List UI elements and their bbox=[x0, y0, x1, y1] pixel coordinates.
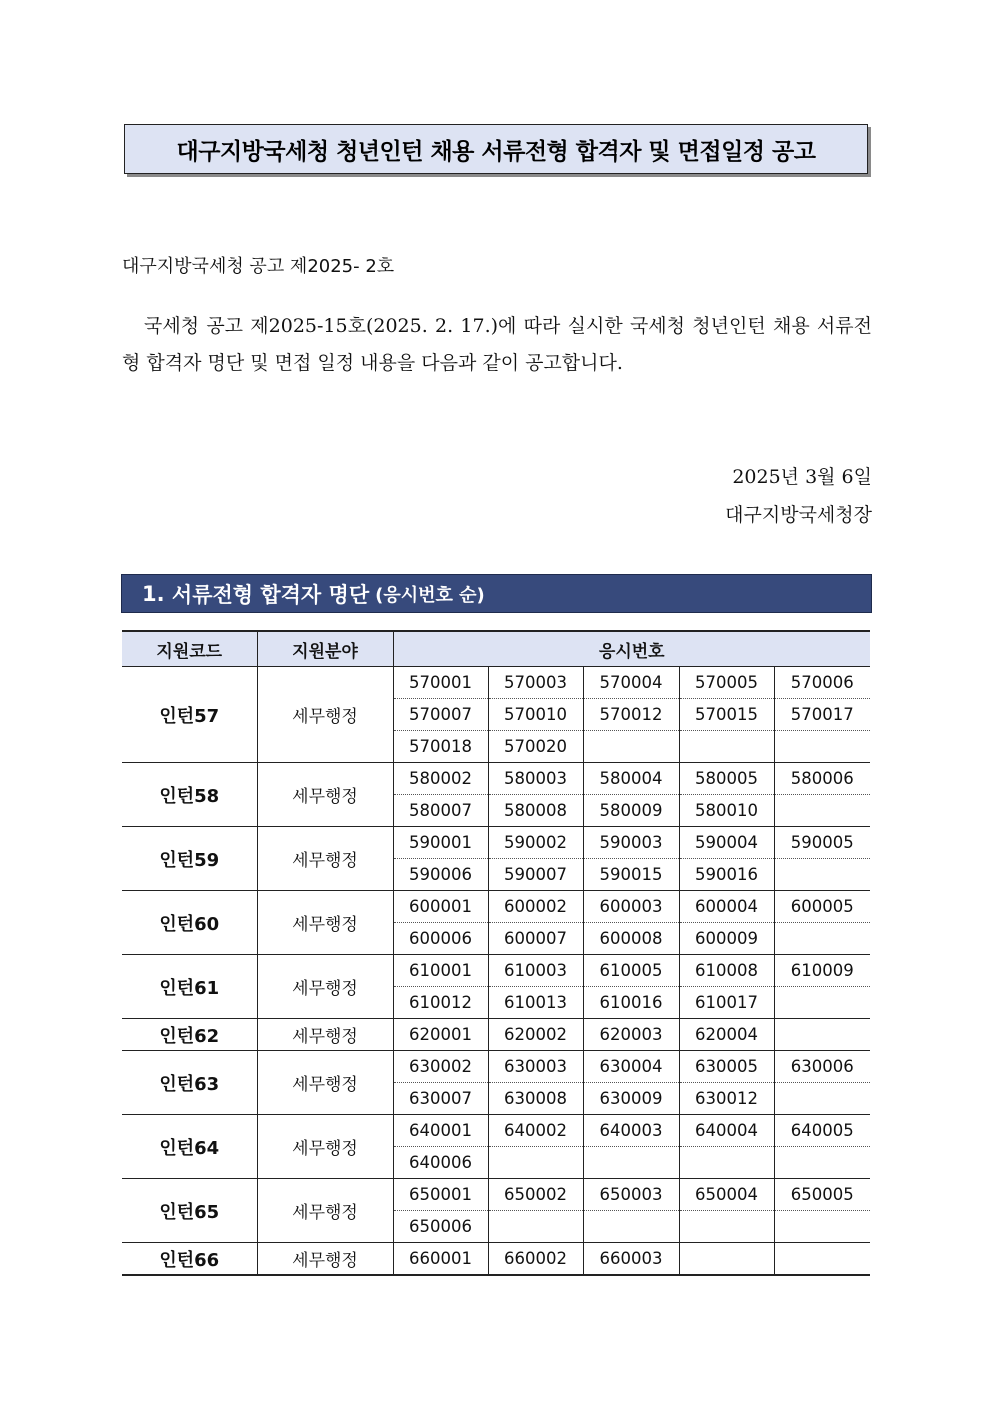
section-title: 서류전형 합격자 명단 bbox=[171, 582, 370, 607]
exam-number-cell: 650003 bbox=[583, 1179, 679, 1211]
applicant-code: 인턴66 bbox=[122, 1243, 257, 1276]
exam-number-cell: 580006 bbox=[774, 763, 870, 795]
exam-number-cell: 640006 bbox=[393, 1147, 488, 1179]
applicant-field: 세무행정 bbox=[257, 827, 393, 891]
exam-number-cell: 590001 bbox=[393, 827, 488, 859]
exam-number-cell: 580004 bbox=[583, 763, 679, 795]
exam-number-cell: 600002 bbox=[488, 891, 583, 923]
exam-number-cell bbox=[488, 1211, 583, 1243]
header-field: 지원분야 bbox=[257, 631, 393, 667]
applicant-code: 인턴63 bbox=[122, 1051, 257, 1115]
exam-number-cell: 580010 bbox=[679, 795, 774, 827]
exam-number-cell: 660003 bbox=[583, 1243, 679, 1276]
applicant-field: 세무행정 bbox=[257, 763, 393, 827]
table-row bbox=[122, 763, 870, 795]
exam-number-cell bbox=[774, 1147, 870, 1179]
applicant-field: 세무행정 bbox=[257, 891, 393, 955]
exam-number-cell: 570018 bbox=[393, 731, 488, 763]
applicant-field: 세무행정 bbox=[257, 667, 393, 763]
exam-number-cell: 600007 bbox=[488, 923, 583, 955]
exam-number-cell: 570020 bbox=[488, 731, 583, 763]
exam-number-cell: 620003 bbox=[583, 1019, 679, 1051]
section-header bbox=[121, 574, 872, 613]
exam-number-cell: 590015 bbox=[583, 859, 679, 891]
exam-number-cell bbox=[774, 859, 870, 891]
exam-number-cell: 610001 bbox=[393, 955, 488, 987]
exam-number-cell: 630003 bbox=[488, 1051, 583, 1083]
exam-number-cell: 630004 bbox=[583, 1051, 679, 1083]
exam-number-cell: 630007 bbox=[393, 1083, 488, 1115]
exam-number-cell: 590016 bbox=[679, 859, 774, 891]
exam-number-cell: 570003 bbox=[488, 667, 583, 699]
exam-number-cell: 600009 bbox=[679, 923, 774, 955]
exam-number-cell bbox=[679, 1211, 774, 1243]
exam-number-cell: 640001 bbox=[393, 1115, 488, 1147]
applicant-field: 세무행정 bbox=[257, 1051, 393, 1115]
exam-number-cell: 600003 bbox=[583, 891, 679, 923]
applicant-field: 세무행정 bbox=[257, 1019, 393, 1051]
applicant-field: 세무행정 bbox=[257, 1243, 393, 1276]
issuer: 대구지방국세청장 bbox=[725, 504, 872, 526]
exam-number-cell: 650001 bbox=[393, 1179, 488, 1211]
exam-number-cell: 640005 bbox=[774, 1115, 870, 1147]
table-row bbox=[122, 1051, 870, 1083]
exam-number-cell bbox=[774, 923, 870, 955]
exam-number-cell: 620002 bbox=[488, 1019, 583, 1051]
exam-number-cell: 590002 bbox=[488, 827, 583, 859]
exam-number-cell: 610003 bbox=[488, 955, 583, 987]
exam-number-cell: 660002 bbox=[488, 1243, 583, 1276]
exam-number-cell: 570005 bbox=[679, 667, 774, 699]
exam-number-cell: 610005 bbox=[583, 955, 679, 987]
notice-body: 국세청 공고 제2025-15호(2025. 2. 17.)에 따라 실시한 국세청 청년인턴 채용 서류전형 합격자 명단 및 면접 일정 내용을 다음과 같이 공고합니다. bbox=[122, 315, 872, 374]
exam-number-cell: 640002 bbox=[488, 1115, 583, 1147]
exam-number-cell: 580009 bbox=[583, 795, 679, 827]
exam-number-cell: 630012 bbox=[679, 1083, 774, 1115]
exam-number-cell: 570012 bbox=[583, 699, 679, 731]
exam-number-cell: 620004 bbox=[679, 1019, 774, 1051]
exam-number-cell bbox=[774, 987, 870, 1019]
exam-number-cell bbox=[774, 1211, 870, 1243]
exam-number-cell: 570006 bbox=[774, 667, 870, 699]
table-row bbox=[122, 667, 870, 699]
table-row bbox=[122, 955, 870, 987]
exam-number-cell bbox=[679, 1147, 774, 1179]
exam-number-cell: 650006 bbox=[393, 1211, 488, 1243]
exam-number-cell: 570001 bbox=[393, 667, 488, 699]
exam-number-cell bbox=[583, 1147, 679, 1179]
exam-number-cell bbox=[774, 731, 870, 763]
table-body bbox=[122, 667, 870, 1276]
exam-number-cell: 610009 bbox=[774, 955, 870, 987]
exam-number-cell: 570017 bbox=[774, 699, 870, 731]
table-row bbox=[122, 1243, 870, 1276]
section-number: 1. bbox=[142, 581, 165, 606]
exam-number-cell bbox=[488, 1147, 583, 1179]
exam-number-cell bbox=[679, 1243, 774, 1276]
exam-number-cell: 570004 bbox=[583, 667, 679, 699]
exam-number-cell: 580008 bbox=[488, 795, 583, 827]
exam-number-cell: 630006 bbox=[774, 1051, 870, 1083]
exam-number-cell: 580005 bbox=[679, 763, 774, 795]
table-row bbox=[122, 827, 870, 859]
exam-number-cell: 590004 bbox=[679, 827, 774, 859]
exam-number-cell: 570015 bbox=[679, 699, 774, 731]
applicant-field: 세무행정 bbox=[257, 1179, 393, 1243]
exam-number-cell: 580007 bbox=[393, 795, 488, 827]
exam-number-cell: 600008 bbox=[583, 923, 679, 955]
notice-title: 대구지방국세청 청년인턴 채용 서류전형 합격자 및 면접일정 공고 bbox=[124, 124, 868, 174]
exam-number-cell bbox=[679, 731, 774, 763]
applicant-code: 인턴65 bbox=[122, 1179, 257, 1243]
applicant-field: 세무행정 bbox=[257, 955, 393, 1019]
exam-number-cell bbox=[774, 1083, 870, 1115]
applicant-code: 인턴60 bbox=[122, 891, 257, 955]
exam-number-cell: 610008 bbox=[679, 955, 774, 987]
applicant-code: 인턴61 bbox=[122, 955, 257, 1019]
exam-number-cell: 610012 bbox=[393, 987, 488, 1019]
exam-number-cell: 660001 bbox=[393, 1243, 488, 1276]
applicant-code: 인턴58 bbox=[122, 763, 257, 827]
exam-number-cell: 600001 bbox=[393, 891, 488, 923]
passer-table bbox=[122, 630, 870, 1276]
exam-number-cell bbox=[583, 731, 679, 763]
exam-number-cell: 570007 bbox=[393, 699, 488, 731]
exam-number-cell: 610013 bbox=[488, 987, 583, 1019]
table-row bbox=[122, 1179, 870, 1211]
exam-number-cell: 630005 bbox=[679, 1051, 774, 1083]
applicant-code: 인턴57 bbox=[122, 667, 257, 763]
table-row bbox=[122, 891, 870, 923]
exam-number-cell bbox=[774, 1019, 870, 1051]
exam-number-cell: 650005 bbox=[774, 1179, 870, 1211]
exam-number-cell bbox=[774, 795, 870, 827]
applicant-code: 인턴59 bbox=[122, 827, 257, 891]
exam-number-cell: 610017 bbox=[679, 987, 774, 1019]
exam-number-cell: 590003 bbox=[583, 827, 679, 859]
exam-number-cell: 610016 bbox=[583, 987, 679, 1019]
table-row bbox=[122, 1019, 870, 1051]
exam-number-cell: 590005 bbox=[774, 827, 870, 859]
notice-date: 2025년 3월 6일 bbox=[732, 466, 872, 488]
exam-number-cell: 600006 bbox=[393, 923, 488, 955]
section-note: (응시번호 순) bbox=[375, 584, 485, 606]
exam-number-cell: 630009 bbox=[583, 1083, 679, 1115]
exam-number-cell: 650004 bbox=[679, 1179, 774, 1211]
header-numbers: 응시번호 bbox=[393, 631, 870, 667]
applicant-code: 인턴62 bbox=[122, 1019, 257, 1051]
exam-number-cell: 630002 bbox=[393, 1051, 488, 1083]
applicant-field: 세무행정 bbox=[257, 1115, 393, 1179]
header-code: 지원코드 bbox=[122, 631, 257, 667]
exam-number-cell: 600004 bbox=[679, 891, 774, 923]
notice-number: 대구지방국세청 공고 제2025- 2호 bbox=[122, 256, 395, 277]
exam-number-cell: 590007 bbox=[488, 859, 583, 891]
exam-number-cell bbox=[583, 1211, 679, 1243]
exam-number-cell: 640004 bbox=[679, 1115, 774, 1147]
exam-number-cell: 630008 bbox=[488, 1083, 583, 1115]
exam-number-cell: 620001 bbox=[393, 1019, 488, 1051]
table-header-row bbox=[122, 631, 870, 667]
exam-number-cell bbox=[774, 1243, 870, 1276]
exam-number-cell: 650002 bbox=[488, 1179, 583, 1211]
exam-number-cell: 640003 bbox=[583, 1115, 679, 1147]
exam-number-cell: 580003 bbox=[488, 763, 583, 795]
exam-number-cell: 570010 bbox=[488, 699, 583, 731]
exam-number-cell: 590006 bbox=[393, 859, 488, 891]
applicant-code: 인턴64 bbox=[122, 1115, 257, 1179]
table-row bbox=[122, 1115, 870, 1147]
exam-number-cell: 600005 bbox=[774, 891, 870, 923]
exam-number-cell: 580002 bbox=[393, 763, 488, 795]
